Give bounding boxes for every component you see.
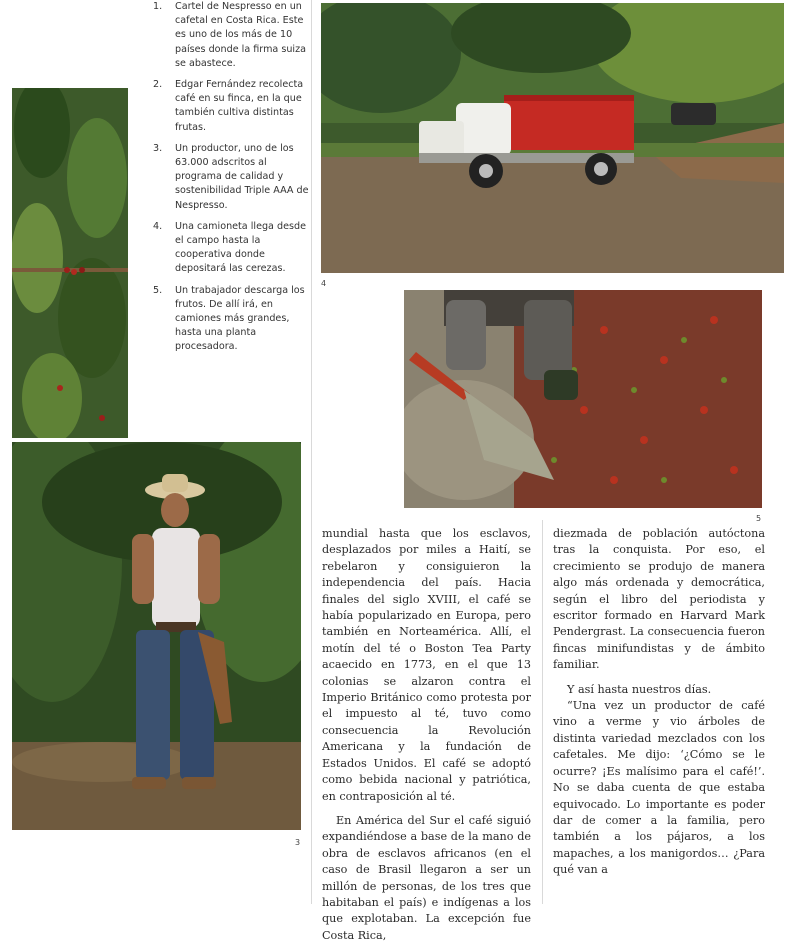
article-column-2 bbox=[553, 526, 765, 879]
caption-text: Un productor, uno de los 63.000 adscritos al programa de calidad y sostenibilidad Triple AAA de Nespresso. bbox=[175, 142, 309, 211]
caption-text: Un trabajador descarga los frutos. De allí irá, en camiones más grandes, hasta una planta procesadora. bbox=[175, 284, 305, 353]
caption-item bbox=[153, 78, 313, 135]
caption-item bbox=[153, 284, 313, 355]
photo-coffee-truck bbox=[321, 3, 784, 273]
paragraph: diezmada de población autóctona tras la conquista. Por eso, el crecimiento se produjo de manera algo más ordenada y democrática, según el libro del periodista y escritor formado en Harvard Mark Pendergrast. La consecuencia fueron fincas minifundistas y de ámbito familiar. bbox=[553, 527, 765, 672]
caption-item bbox=[153, 0, 313, 71]
column-divider bbox=[542, 520, 543, 904]
photo-coffee-farmer bbox=[12, 442, 301, 830]
paragraph: “Una vez un productor de café vino a verme y vio árboles de distinta variedad mezclados con los cafetales. Me dijo: ‘¿Cómo se le ocurre? ¡Es malísimo para el café!’. No se daba cuenta de que estaba equivocado. Lo importante es poder dar de comer a la familia, pero también a los pájaros, a los mapaches, a los manigordos… ¿Para qué van a bbox=[553, 699, 765, 877]
paragraph: Y así hasta nuestros días. bbox=[567, 682, 712, 696]
caption-text: Cartel de Nespresso en un cafetal en Costa Rica. Este es uno de los más de 10 países donde la firma suiza se abastece. bbox=[175, 1, 307, 69]
paragraph: mundial hasta que los esclavos, desplazados por miles a Haití, se rebelaron y consiguieron la independencia del país. Hacia finales del siglo XVIII, el café se había popularizado en Europa, pero también en Norteamérica. Allí, el motín del té o Boston Tea Party acaecido en 1773, en el que 13 colonias se alzaron contra el Imperio Británico como protesta por el impuesto al té, tuvo como consecuencia la Revolución Americana y la fundación de Estados Unidos. El café se adoptó como bebida nacional y patriótica, en contraposición al té. bbox=[322, 527, 531, 803]
photo-coffee-cherries bbox=[404, 290, 762, 508]
caption-number: 2. bbox=[153, 79, 163, 91]
caption-number: 1. bbox=[153, 1, 163, 12]
caption-number: 5. bbox=[153, 284, 163, 296]
caption-item bbox=[153, 142, 313, 213]
photo-coffee-plants bbox=[12, 88, 128, 438]
caption-item bbox=[153, 220, 313, 277]
photo-number-4: 4 bbox=[321, 279, 327, 288]
article-column-1 bbox=[322, 526, 531, 944]
caption-text: Edgar Fernández recolecta café en su finca, en la que también cultiva distintas frutas. bbox=[175, 79, 304, 133]
caption-number: 4. bbox=[153, 220, 163, 232]
caption-number: 3. bbox=[153, 142, 163, 154]
column-divider bbox=[311, 0, 312, 904]
photo-number-5: 5 bbox=[756, 514, 762, 523]
photo-number-3: 3 bbox=[295, 838, 301, 847]
paragraph: En América del Sur el café siguió expandiéndose a base de la mano de obra de esclavos africanos (en el caso de Brasil llegaron a ser un millón de personas, de los tres que habitaban el país) e indígenas a los que explotaban. La excepción fue Costa Rica, bbox=[322, 813, 531, 942]
caption-text: Una camioneta llega desde el campo hasta la cooperativa donde depositará las cerezas. bbox=[175, 220, 306, 275]
caption-list bbox=[153, 0, 313, 362]
